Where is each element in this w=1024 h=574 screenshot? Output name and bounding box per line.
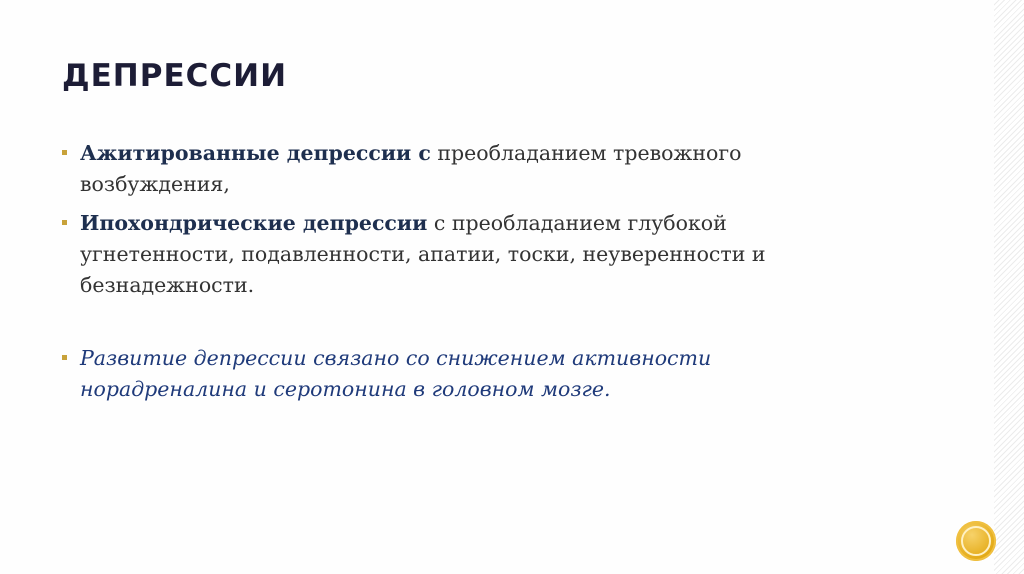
slide-title: ДЕПРЕССИИ [62,58,288,94]
bullet-item-hypochondriac [62,208,862,301]
decorative-stripe [994,0,1024,574]
badge-ring [961,526,991,556]
bullet-bold-text: Ипохондрические депрессии [80,211,428,235]
bullet-item-neurotransmitters [62,343,862,405]
bullet-bold-text: Ажитированные депрессии с [80,141,431,165]
bullet-text: преобладанием тревожного возбуждения, [80,141,742,196]
bullet-item-agitated [62,138,862,200]
bullet-list [62,138,862,405]
bullet-text: с преобладанием глубокой угнетенности, подавленности, апатии, тоски, неуверенности и безнадежности. [80,211,766,297]
bullet-italic-text: Развитие депрессии связано со снижением активности норадреналина и серотонина в головном мозге. [80,346,712,401]
bullet-marker-icon [62,355,67,360]
bullet-marker-icon [62,220,67,225]
bullet-marker-icon [62,150,67,155]
slide-number-badge-icon [956,521,996,561]
